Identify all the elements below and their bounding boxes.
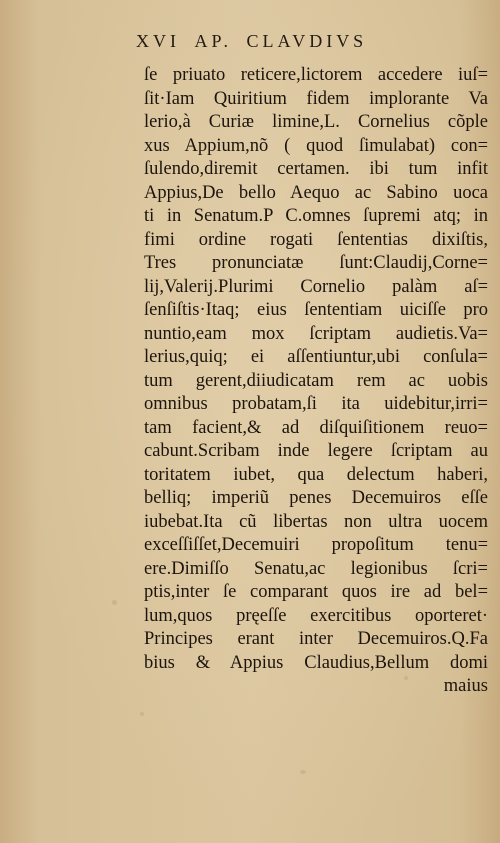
- text-line: Principes erant inter Decemuiros.Q.Fa: [144, 629, 488, 649]
- header-word: CLAVDIVS: [246, 31, 368, 51]
- text-line: ſulendo,diremit certamen. ibi tum infit: [144, 159, 488, 179]
- page-number: XVI: [136, 31, 180, 51]
- text-line: tum gerent,diiudicatam rem ac uobis: [144, 370, 488, 391]
- paper-spot: [300, 770, 306, 774]
- paper-spot: [112, 600, 117, 605]
- text-line: ere.Dimiſſo Senatu,ac legionibus ſcri=: [144, 558, 488, 579]
- paper-spot: [140, 712, 144, 716]
- text-line: omnibus probatam,ſi ita uidebitur,irri=: [144, 394, 488, 414]
- text-line: ſenſiſtis·Itaq; eius ſententiam uiciſſe pro: [144, 300, 488, 320]
- text-line: maius: [443, 676, 488, 696]
- text-line: ptis,inter ſe comparant quos ire ad bel=: [144, 582, 488, 602]
- text-line: cabunt.Scribam inde legere ſcriptam au: [144, 441, 488, 461]
- text-line: exceſſiſſet,Decemuiri propoſitum tenu=: [144, 535, 488, 555]
- text-line: toritatem iubet, qua delectum haberi,: [144, 464, 488, 485]
- text-line: bius & Appius Claudius,Bellum domi: [144, 652, 488, 673]
- text-line: iubebat.Ita cũ libertas non ultra uocem: [144, 511, 488, 532]
- text-line: lerius,quiq; ei aſſentiuntur,ubi conſula=: [144, 347, 488, 367]
- text-line: nuntio,eam mox ſcriptam audietis.Va=: [144, 323, 488, 344]
- text-line: Appius,De bello Aequo ac Sabino uoca: [144, 182, 488, 203]
- text-line: lerio,à Curiæ limine,L. Cornelius cõple: [144, 112, 488, 132]
- text-line: lum,quos pręeſſe exercitibus oporteret·: [144, 605, 488, 626]
- text-line: xus Appium,nõ ( quod ſimulabat) con=: [144, 135, 488, 156]
- text-line: lij,Valerij.Plurimi Cornelio palàm aſ=: [144, 276, 488, 297]
- text-line: fimi ordine rogati ſententias dixiſtis,: [144, 229, 488, 250]
- text-line: ti in Senatum.P C.omnes ſupremi atq; in: [144, 206, 488, 226]
- running-header: [136, 31, 448, 53]
- text-line: Tres pronunciatæ ſunt:Claudij,Corne=: [144, 253, 488, 273]
- text-line: belliq; imperiũ penes Decemuiros eſſe: [144, 488, 488, 508]
- text-line: ſe priuato reticere,lictorem accedere iuſ=: [144, 65, 488, 85]
- text-line: tam facient,& ad diſquiſitionem reuo=: [144, 417, 488, 438]
- body-text: [144, 64, 488, 699]
- header-word: AP.: [194, 31, 233, 51]
- text-line: ſit·Iam Quiritium fidem implorante Va: [144, 88, 488, 109]
